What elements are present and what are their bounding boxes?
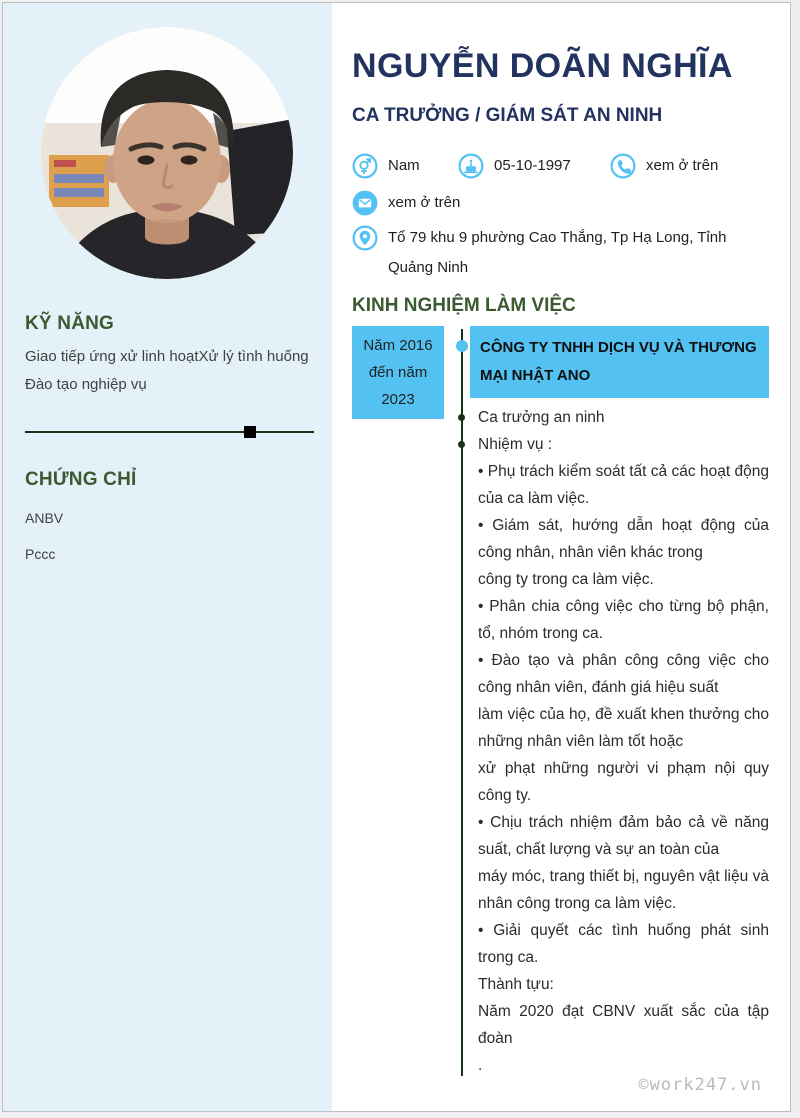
contact-address	[352, 223, 766, 283]
achievement-label: Thành tựu:	[478, 976, 554, 994]
timeline-dot-icon	[456, 340, 468, 352]
certificates-title: CHỨNG CHỈ	[25, 469, 137, 490]
certificates-section	[25, 469, 322, 568]
candidate-name: NGUYỄN DOÃN NGHĨA	[352, 47, 733, 85]
experience-content	[470, 326, 769, 1079]
company-name: CÔNG TY TNHH DỊCH VỤ VÀ THƯƠNG MẠI NHẬT ANO	[470, 326, 769, 398]
cv-page	[2, 2, 791, 1112]
gender-icon	[352, 153, 378, 179]
duty-paragraph: • Giải quyết các tình huống phát sinh trong ca.	[478, 922, 769, 967]
phone-icon	[610, 153, 636, 179]
contact-row	[352, 223, 769, 283]
contact-row	[352, 184, 769, 221]
experience-period: Năm 2016 đến năm 2023	[352, 326, 444, 419]
duty-paragraph: máy móc, trang thiết bị, nguyên vật liệu và nhân công trong ca làm việc.	[478, 868, 769, 913]
duty-paragraph: xử phạt những người vi phạm nội quy công ty.	[478, 760, 769, 805]
certificate-item: Pccc	[25, 546, 56, 562]
position-row	[470, 404, 769, 431]
avatar	[41, 27, 293, 279]
contact-phone	[610, 153, 718, 179]
duty-paragraph: • Đào tạo và phân công công việc cho công nhân viên, đánh giá hiệu suất	[478, 652, 769, 697]
contact-row	[352, 147, 769, 184]
contact-gender	[352, 153, 458, 179]
birthday-cake-icon	[458, 153, 484, 179]
email-value: xem ở trên	[388, 194, 461, 212]
duty-paragraph: • Phụ trách kiểm soát tất cả các hoạt động của ca làm việc.	[478, 463, 769, 508]
contact-info	[352, 147, 769, 283]
skills-section	[25, 313, 322, 439]
position-title: Ca trưởng an ninh	[478, 409, 605, 427]
job-title: CA TRƯỞNG / GIÁM SÁT AN NINH	[352, 105, 663, 127]
birthday-value: 05-10-1997	[494, 157, 571, 175]
avatar-photo-illustration	[41, 27, 293, 279]
main-column	[332, 3, 790, 1111]
skill-text: Giao tiếp ứng xử linh hoạtXử lý tình huống	[25, 348, 309, 365]
skill-level-slider	[25, 425, 314, 439]
contact-email	[352, 190, 460, 216]
certificate-item: ANBV	[25, 510, 64, 526]
contact-birthday	[458, 153, 610, 179]
achievement-text: .	[478, 1057, 483, 1075]
experience-timeline	[444, 326, 470, 1079]
map-pin-icon	[352, 225, 378, 251]
tasks-label: Nhiệm vụ :	[478, 436, 553, 454]
phone-value: xem ở trên	[646, 157, 719, 175]
duty-paragraph: • Giám sát, hướng dẫn hoạt động của công nhân, nhân viên khác trong	[478, 517, 769, 562]
skills-title: KỸ NĂNG	[25, 313, 115, 334]
address-value: Tổ 79 khu 9 phường Cao Thắng, Tp Hạ Long, Tỉnh Quảng Ninh	[388, 229, 727, 277]
watermark: ©work247.vn	[638, 1075, 762, 1095]
tasks-label-row	[470, 431, 769, 458]
sidebar	[3, 3, 332, 1111]
experience-entry	[352, 326, 769, 1079]
duty-paragraph: • Phân chia công việc cho từng bộ phận, tổ, nhóm trong ca.	[478, 598, 769, 643]
email-icon	[352, 190, 378, 216]
skill-slider-handle[interactable]	[244, 426, 256, 438]
duty-paragraph: • Chịu trách nhiệm đảm bảo cả về năng suất, chất lượng và sự an toàn của	[478, 814, 769, 859]
skill-slider-track	[25, 431, 314, 433]
achievement-text: Năm 2020 đạt CBNV xuất sắc của tập đoàn	[478, 1003, 769, 1048]
duty-paragraph: công ty trong ca làm việc.	[478, 571, 654, 589]
gender-value: Nam	[388, 157, 420, 175]
duty-paragraph: làm việc của họ, đề xuất khen thưởng cho những nhân viên làm tốt hoặc	[478, 706, 769, 751]
skill-text: Đào tạo nghiệp vụ	[25, 376, 147, 393]
company-row	[470, 326, 769, 398]
experience-section-title: KINH NGHIỆM LÀM VIỆC	[352, 295, 576, 317]
